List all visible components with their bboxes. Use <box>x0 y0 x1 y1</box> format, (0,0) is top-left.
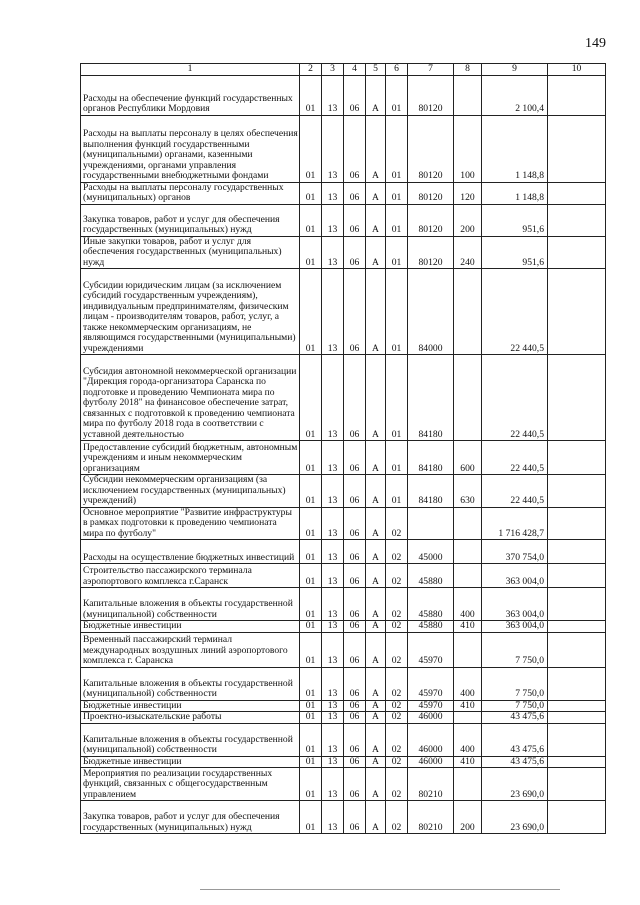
cell-col-8: 200 <box>454 801 482 834</box>
cell-col-1: Капитальные вложения в объекты государственной (муниципальной) собственности <box>81 723 300 756</box>
cell-col-7: 80120 <box>408 236 454 269</box>
table-row <box>81 236 606 269</box>
cell-col-4: 06 <box>344 540 366 564</box>
cell-col-1: Основное мероприятие "Развитие инфраструктуры в рамках подготовки к проведению чемпионата мира по футболу" <box>81 507 300 540</box>
cell-col-10 <box>548 700 606 712</box>
header-cell-6: 6 <box>386 64 408 76</box>
cell-col-7: 80120 <box>408 182 454 204</box>
cell-col-8: 400 <box>454 588 482 621</box>
cell-col-4: 06 <box>344 632 366 667</box>
cell-col-3: 13 <box>322 475 344 508</box>
cell-col-4: 06 <box>344 115 366 182</box>
table-row <box>81 700 606 712</box>
cell-col-3: 13 <box>322 621 344 633</box>
cell-col-5: А <box>366 700 386 712</box>
cell-col-4: 06 <box>344 507 366 540</box>
cell-col-8 <box>454 507 482 540</box>
cell-col-6: 01 <box>386 269 408 355</box>
cell-col-7: 84180 <box>408 441 454 475</box>
cell-col-2: 01 <box>300 540 322 564</box>
cell-col-4: 06 <box>344 712 366 724</box>
cell-col-8: 120 <box>454 182 482 204</box>
cell-col-9: 363 004,0 <box>482 621 548 633</box>
cell-col-8: 410 <box>454 756 482 768</box>
cell-col-6: 02 <box>386 564 408 588</box>
cell-col-5: А <box>366 632 386 667</box>
cell-col-5: А <box>366 182 386 204</box>
cell-col-2: 01 <box>300 588 322 621</box>
budget-table-container <box>80 63 605 834</box>
cell-col-3: 13 <box>322 75 344 115</box>
table-row <box>81 667 606 700</box>
cell-col-3: 13 <box>322 540 344 564</box>
budget-table <box>80 63 606 834</box>
cell-col-8 <box>454 75 482 115</box>
cell-col-4: 06 <box>344 667 366 700</box>
cell-col-2: 01 <box>300 756 322 768</box>
cell-col-5: А <box>366 801 386 834</box>
cell-col-5: А <box>366 475 386 508</box>
cell-col-7: 46000 <box>408 712 454 724</box>
cell-col-7: 45880 <box>408 621 454 633</box>
table-row <box>81 441 606 475</box>
cell-col-10 <box>548 75 606 115</box>
cell-col-2: 01 <box>300 355 322 441</box>
cell-col-8 <box>454 632 482 667</box>
cell-col-2: 01 <box>300 204 322 236</box>
table-row <box>81 507 606 540</box>
cell-col-8: 100 <box>454 115 482 182</box>
cell-col-4: 06 <box>344 75 366 115</box>
cell-col-8: 200 <box>454 204 482 236</box>
cell-col-7: 80210 <box>408 801 454 834</box>
cell-col-1: Бюджетные инвестиции <box>81 756 300 768</box>
cell-col-2: 01 <box>300 507 322 540</box>
cell-col-2: 01 <box>300 236 322 269</box>
cell-col-5: А <box>366 768 386 801</box>
table-row <box>81 632 606 667</box>
cell-col-6: 02 <box>386 700 408 712</box>
cell-col-8 <box>454 269 482 355</box>
cell-col-5: А <box>366 667 386 700</box>
cell-col-2: 01 <box>300 182 322 204</box>
cell-col-4: 06 <box>344 621 366 633</box>
cell-col-6: 02 <box>386 667 408 700</box>
cell-col-1: Расходы на обеспечение функций государственных органов Республики Мордовия <box>81 75 300 115</box>
cell-col-5: А <box>366 712 386 724</box>
table-row <box>81 475 606 508</box>
cell-col-1: Капитальные вложения в объекты государственной (муниципальной) собственности <box>81 588 300 621</box>
table-row <box>81 621 606 633</box>
header-cell-5: 5 <box>366 64 386 76</box>
cell-col-7: 45880 <box>408 588 454 621</box>
cell-col-10 <box>548 564 606 588</box>
cell-col-5: А <box>366 355 386 441</box>
cell-col-1: Бюджетные инвестиции <box>81 621 300 633</box>
cell-col-3: 13 <box>322 768 344 801</box>
header-cell-4: 4 <box>344 64 366 76</box>
cell-col-1: Расходы на выплаты персоналу в целях обеспечения выполнения функций государственными (муниципальными) органами, казенными учреждениями, органами управления государственными внебюджетными фондами <box>81 115 300 182</box>
cell-col-1: Временный пассажирский терминал международных воздушных линий аэропортового комплекса г. Саранска <box>81 632 300 667</box>
cell-col-7: 80210 <box>408 768 454 801</box>
cell-col-10 <box>548 768 606 801</box>
cell-col-6: 02 <box>386 540 408 564</box>
cell-col-1: Строительство пассажирского терминала аэропортового комплекса г.Саранск <box>81 564 300 588</box>
bottom-edge-line <box>200 889 560 890</box>
table-row <box>81 768 606 801</box>
cell-col-8 <box>454 355 482 441</box>
cell-col-2: 01 <box>300 632 322 667</box>
header-cell-3: 3 <box>322 64 344 76</box>
cell-col-9: 1 148,8 <box>482 182 548 204</box>
cell-col-6: 02 <box>386 768 408 801</box>
cell-col-3: 13 <box>322 712 344 724</box>
header-cell-7: 7 <box>408 64 454 76</box>
cell-col-5: А <box>366 269 386 355</box>
cell-col-9: 43 475,6 <box>482 723 548 756</box>
cell-col-10 <box>548 723 606 756</box>
cell-col-8: 410 <box>454 700 482 712</box>
cell-col-4: 06 <box>344 204 366 236</box>
cell-col-10 <box>548 441 606 475</box>
cell-col-6: 01 <box>386 75 408 115</box>
cell-col-7: 45880 <box>408 564 454 588</box>
cell-col-5: А <box>366 441 386 475</box>
cell-col-10 <box>548 588 606 621</box>
cell-col-6: 02 <box>386 756 408 768</box>
page-number: 149 <box>585 36 606 51</box>
cell-col-2: 01 <box>300 475 322 508</box>
cell-col-5: А <box>366 723 386 756</box>
cell-col-8: 240 <box>454 236 482 269</box>
cell-col-7: 46000 <box>408 723 454 756</box>
cell-col-5: А <box>366 507 386 540</box>
cell-col-8 <box>454 564 482 588</box>
cell-col-7: 84000 <box>408 269 454 355</box>
cell-col-4: 06 <box>344 475 366 508</box>
cell-col-5: А <box>366 75 386 115</box>
cell-col-7: 84180 <box>408 475 454 508</box>
cell-col-1: Субсидия автономной некоммерческой организации "Дирекция города-организатора Саранска по подготовке и проведению Чемпионата мира по футболу 2018" на финансовое обеспечение затрат, связанных с подготовкой к проведению чемпионата мира по футболу 2018 года в соответствии с уставной деятельностью <box>81 355 300 441</box>
cell-col-4: 06 <box>344 269 366 355</box>
cell-col-3: 13 <box>322 507 344 540</box>
cell-col-10 <box>548 507 606 540</box>
table-row <box>81 564 606 588</box>
cell-col-9: 363 004,0 <box>482 588 548 621</box>
cell-col-8: 400 <box>454 667 482 700</box>
cell-col-4: 06 <box>344 355 366 441</box>
table-row <box>81 756 606 768</box>
cell-col-5: А <box>366 564 386 588</box>
cell-col-3: 13 <box>322 564 344 588</box>
cell-col-1: Мероприятия по реализации государственных функций, связанных с общегосударственным управлением <box>81 768 300 801</box>
cell-col-3: 13 <box>322 667 344 700</box>
cell-col-2: 01 <box>300 667 322 700</box>
cell-col-10 <box>548 115 606 182</box>
cell-col-2: 01 <box>300 115 322 182</box>
cell-col-8: 630 <box>454 475 482 508</box>
cell-col-6: 01 <box>386 115 408 182</box>
cell-col-8: 600 <box>454 441 482 475</box>
cell-col-7: 45970 <box>408 700 454 712</box>
header-row <box>81 64 606 76</box>
cell-col-6: 02 <box>386 507 408 540</box>
cell-col-3: 13 <box>322 801 344 834</box>
cell-col-1: Субсидии некоммерческим организациям (за исключением государственных (муниципальных) учреждений) <box>81 475 300 508</box>
cell-col-2: 01 <box>300 441 322 475</box>
cell-col-1: Закупка товаров, работ и услуг для обеспечения государственных (муниципальных) нужд <box>81 801 300 834</box>
cell-col-1: Капитальные вложения в объекты государственной (муниципальной) собственности <box>81 667 300 700</box>
cell-col-1: Расходы на осуществление бюджетных инвестиций <box>81 540 300 564</box>
cell-col-2: 01 <box>300 723 322 756</box>
cell-col-3: 13 <box>322 204 344 236</box>
cell-col-1: Закупка товаров, работ и услуг для обеспечения государственных (муниципальных) нужд <box>81 204 300 236</box>
header-cell-1: 1 <box>81 64 300 76</box>
table-row <box>81 801 606 834</box>
table-row <box>81 204 606 236</box>
cell-col-7: 80120 <box>408 204 454 236</box>
cell-col-9: 23 690,0 <box>482 801 548 834</box>
cell-col-10 <box>548 540 606 564</box>
cell-col-1: Субсидии юридическим лицам (за исключением субсидий государственным учреждениям), индивидуальным предпринимателям, физическим лицам - производителям товаров, работ, услуг, а также некоммерческим организациям, не являющимся государственными (муниципальными) учреждениями <box>81 269 300 355</box>
header-cell-9: 9 <box>482 64 548 76</box>
cell-col-2: 01 <box>300 75 322 115</box>
cell-col-2: 01 <box>300 768 322 801</box>
cell-col-9: 7 750,0 <box>482 667 548 700</box>
cell-col-1: Расходы на выплаты персоналу государственных (муниципальных) органов <box>81 182 300 204</box>
cell-col-9: 1 148,8 <box>482 115 548 182</box>
cell-col-3: 13 <box>322 700 344 712</box>
cell-col-8 <box>454 712 482 724</box>
table-row <box>81 75 606 115</box>
table-row <box>81 712 606 724</box>
cell-col-3: 13 <box>322 269 344 355</box>
cell-col-6: 02 <box>386 588 408 621</box>
cell-col-3: 13 <box>322 756 344 768</box>
cell-col-6: 01 <box>386 236 408 269</box>
cell-col-3: 13 <box>322 441 344 475</box>
cell-col-9: 7 750,0 <box>482 700 548 712</box>
table-body <box>81 75 606 834</box>
cell-col-9: 43 475,6 <box>482 712 548 724</box>
cell-col-1: Предоставление субсидий бюджетным, автономным учреждениям и иным некоммерческим организациям <box>81 441 300 475</box>
cell-col-9: 22 440,5 <box>482 269 548 355</box>
cell-col-4: 06 <box>344 564 366 588</box>
cell-col-9: 22 440,5 <box>482 475 548 508</box>
cell-col-5: А <box>366 236 386 269</box>
cell-col-2: 01 <box>300 712 322 724</box>
cell-col-2: 01 <box>300 269 322 355</box>
cell-col-7: 80120 <box>408 75 454 115</box>
cell-col-6: 01 <box>386 441 408 475</box>
cell-col-10 <box>548 269 606 355</box>
cell-col-6: 02 <box>386 632 408 667</box>
cell-col-7: 46000 <box>408 756 454 768</box>
cell-col-3: 13 <box>322 182 344 204</box>
cell-col-10 <box>548 236 606 269</box>
cell-col-4: 06 <box>344 723 366 756</box>
cell-col-10 <box>548 632 606 667</box>
table-row <box>81 269 606 355</box>
cell-col-10 <box>548 667 606 700</box>
cell-col-3: 13 <box>322 115 344 182</box>
table-row <box>81 355 606 441</box>
cell-col-3: 13 <box>322 723 344 756</box>
cell-col-2: 01 <box>300 564 322 588</box>
cell-col-9: 951,6 <box>482 236 548 269</box>
cell-col-10 <box>548 621 606 633</box>
cell-col-4: 06 <box>344 182 366 204</box>
cell-col-6: 02 <box>386 723 408 756</box>
cell-col-7: 45000 <box>408 540 454 564</box>
cell-col-2: 01 <box>300 801 322 834</box>
header-cell-8: 8 <box>454 64 482 76</box>
cell-col-3: 13 <box>322 632 344 667</box>
table-row <box>81 723 606 756</box>
cell-col-8 <box>454 540 482 564</box>
cell-col-6: 02 <box>386 621 408 633</box>
cell-col-10 <box>548 475 606 508</box>
cell-col-1: Бюджетные инвестиции <box>81 700 300 712</box>
cell-col-4: 06 <box>344 441 366 475</box>
cell-col-3: 13 <box>322 588 344 621</box>
cell-col-9: 22 440,5 <box>482 355 548 441</box>
cell-col-9: 1 716 428,7 <box>482 507 548 540</box>
cell-col-9: 43 475,6 <box>482 756 548 768</box>
cell-col-7: 45970 <box>408 667 454 700</box>
cell-col-8: 410 <box>454 621 482 633</box>
cell-col-6: 01 <box>386 355 408 441</box>
cell-col-3: 13 <box>322 355 344 441</box>
cell-col-4: 06 <box>344 768 366 801</box>
cell-col-7 <box>408 507 454 540</box>
header-cell-2: 2 <box>300 64 322 76</box>
cell-col-2: 01 <box>300 621 322 633</box>
cell-col-8 <box>454 768 482 801</box>
cell-col-10 <box>548 355 606 441</box>
cell-col-4: 06 <box>344 700 366 712</box>
cell-col-9: 951,6 <box>482 204 548 236</box>
cell-col-4: 06 <box>344 588 366 621</box>
cell-col-9: 2 100,4 <box>482 75 548 115</box>
cell-col-5: А <box>366 756 386 768</box>
table-row <box>81 588 606 621</box>
cell-col-7: 45970 <box>408 632 454 667</box>
cell-col-10 <box>548 182 606 204</box>
cell-col-1: Иные закупки товаров, работ и услуг для обеспечения государственных (муниципальных) нужд <box>81 236 300 269</box>
cell-col-9: 363 004,0 <box>482 564 548 588</box>
cell-col-10 <box>548 756 606 768</box>
cell-col-8: 400 <box>454 723 482 756</box>
cell-col-9: 22 440,5 <box>482 441 548 475</box>
cell-col-5: А <box>366 115 386 182</box>
cell-col-7: 80120 <box>408 115 454 182</box>
cell-col-5: А <box>366 588 386 621</box>
cell-col-9: 370 754,0 <box>482 540 548 564</box>
cell-col-4: 06 <box>344 236 366 269</box>
cell-col-6: 02 <box>386 712 408 724</box>
cell-col-5: А <box>366 621 386 633</box>
cell-col-6: 01 <box>386 182 408 204</box>
cell-col-10 <box>548 801 606 834</box>
table-row <box>81 115 606 182</box>
cell-col-5: А <box>366 540 386 564</box>
cell-col-6: 02 <box>386 801 408 834</box>
cell-col-4: 06 <box>344 756 366 768</box>
cell-col-9: 7 750,0 <box>482 632 548 667</box>
header-cell-10: 10 <box>548 64 606 76</box>
table-row <box>81 540 606 564</box>
cell-col-7: 84180 <box>408 355 454 441</box>
cell-col-10 <box>548 204 606 236</box>
cell-col-2: 01 <box>300 700 322 712</box>
cell-col-3: 13 <box>322 236 344 269</box>
cell-col-5: А <box>366 204 386 236</box>
cell-col-6: 01 <box>386 475 408 508</box>
cell-col-4: 06 <box>344 801 366 834</box>
cell-col-1: Проектно-изыскательские работы <box>81 712 300 724</box>
cell-col-9: 23 690,0 <box>482 768 548 801</box>
table-row <box>81 182 606 204</box>
cell-col-10 <box>548 712 606 724</box>
cell-col-6: 01 <box>386 204 408 236</box>
